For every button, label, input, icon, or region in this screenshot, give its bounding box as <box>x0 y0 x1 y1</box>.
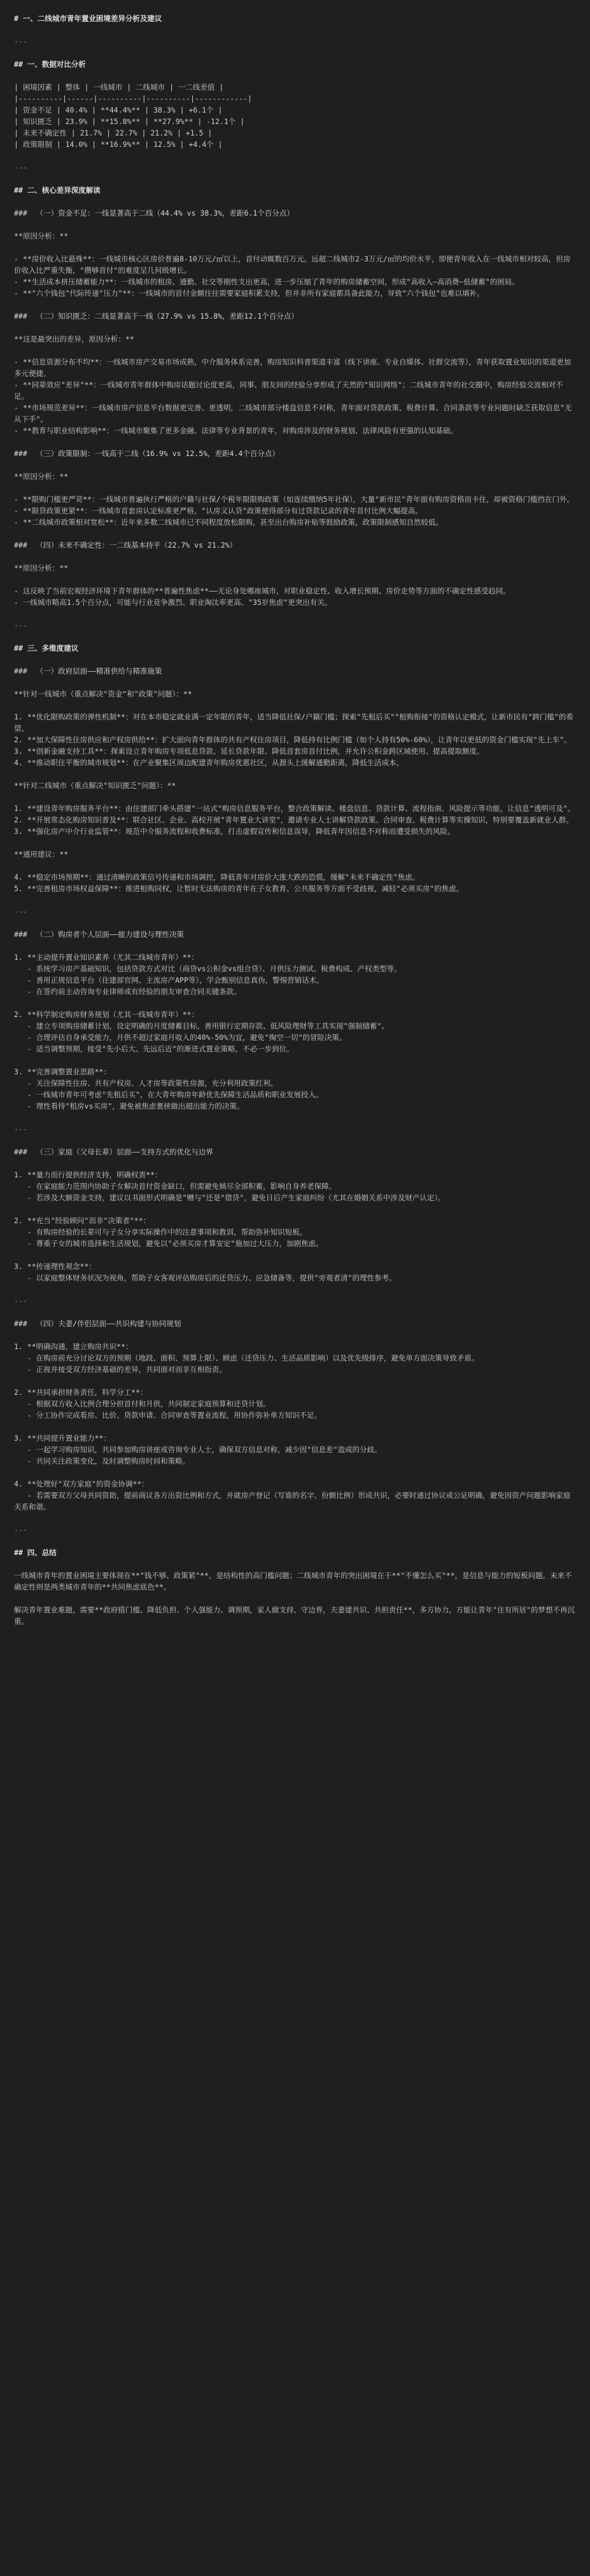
blank-line <box>14 47 576 59</box>
blank-line <box>14 551 576 562</box>
table-row: | 政策限制 | 14.0% | **16.9%** | 12.5% | +4.4个 | <box>14 140 223 149</box>
blank-line <box>14 1513 576 1524</box>
list-item: - **房价收入比悬殊**：一线城市核心区房价普遍8-10万元/㎡以上，首付动辄数百万元。远超二线城市2-3万元/㎡的均价水平，即便青年收入在一线城市相对较高，但房价收入比严重失衡，"攒够首付"的难度呈几何级增长。 <box>14 254 571 275</box>
blank-line <box>14 528 576 539</box>
text-line: **通用建议：** <box>14 850 69 859</box>
blank-line <box>14 940 576 952</box>
list-item: - 共同关注政策变化，及时调整购房时间和策略。 <box>14 1457 190 1465</box>
blank-line <box>14 196 576 207</box>
blank-line <box>14 1158 576 1169</box>
horizontal-rule: --- <box>14 163 27 172</box>
text-line: **这是最突出的差异，原因分析：** <box>14 335 134 343</box>
list-item: 2. **共同承担财务责任，科学分工**： <box>14 1388 148 1397</box>
blank-line <box>14 917 576 929</box>
list-item: 3. **共同提升置业能力**： <box>14 1434 111 1443</box>
blank-line <box>14 791 576 803</box>
text-line: **原因分析：** <box>14 472 69 481</box>
text-line: **针对二线城市（重点解决"知识匮乏"问题）：** <box>14 781 176 790</box>
list-item: 1. **建设青年购房服务平台**：由住建部门牵头搭建"一站式"购房信息服务平台，整合政策解读、楼盘信息、贷款计算、流程指南、风险提示等功能，让信息"透明可及"。 <box>14 804 575 813</box>
list-item: - 这反映了当前宏观经济环境下青年群体的**普遍性焦虑**——无论身处哪座城市，对职业稳定性、收入增长预期、房价走势等方面的不确定性感受趋同。 <box>14 586 510 595</box>
list-item: - 有购房经验的长辈可与子女分享实际操作中的注意事项和教训，帮助弥补知识短板。 <box>14 1228 307 1236</box>
horizontal-rule: --- <box>14 37 27 46</box>
blank-line <box>14 322 576 333</box>
list-item: - 一线城市略高1.5个百分点，可能与行业竞争激烈、职业淘汰率更高、"35岁焦虑"更突出有关。 <box>14 598 332 607</box>
list-item: - 在家庭能力范围内协助子女解决首付资金缺口，但需避免倾尽全部积蓄，影响自身养老保障。 <box>14 1182 337 1191</box>
subsection-heading: ### （四）未来不确定性：一二线基本持平（22.7% vs 21.2%） <box>14 541 237 550</box>
blank-line <box>14 608 576 620</box>
table-row: |----------|------|----------|----------|------------| <box>14 94 252 103</box>
section-heading: ## 二、核心差异深度解读 <box>14 186 101 195</box>
blank-line <box>14 299 576 310</box>
subsection-heading: ### （二）知识匮乏：二线显著高于一线（27.9% vs 15.8%，差距12.1个百分点） <box>14 312 299 321</box>
blank-line <box>14 997 576 1009</box>
list-item: - 合理评估自身承受能力，月供不超过家庭月收入的40%-50%为宜，避免"掏空一切"的冒险决策。 <box>14 1033 347 1042</box>
blank-line <box>14 1329 576 1341</box>
section-heading: ## 三、多维度建议 <box>14 644 79 653</box>
blank-line <box>14 242 576 253</box>
table-row: | 资金不足 | 40.4% | **44.4%** | 38.3% | +6.1个 | <box>14 106 223 114</box>
text-line: 一线城市青年的置业困境主要体现在**"钱不够、政策紧"**，是结构性的高门槛问题；二线城市青年的突出困境在于**"不懂怎么买"**，是信息与能力的短板问题。未来不确定性则是两类城市青年的**共同焦虑底色**。 <box>14 1571 572 1591</box>
list-item: - **信息资源分布不均**：一线城市房产交易市场成熟，中介服务体系完善，购房知识科普渠道丰富（线下讲座、专业自媒体、社群交流等），青年获取置业知识的渠道更加多元便捷。 <box>14 357 572 378</box>
blank-line <box>14 482 576 494</box>
list-item: - 分工协作完成看房、比价、贷款申请、合同审查等置业流程，用协作弥补单方知识不足。 <box>14 1411 322 1420</box>
blank-line <box>14 574 576 585</box>
list-item: - **市场规范差异**：一线城市房产信息平台数据更完善、更透明，二线城市部分楼盘信息不对称，青年面对贷款政策、税费计算、合同条款等专业问题时缺乏获取信息"无从下手"。 <box>14 403 572 424</box>
blank-line <box>14 1593 576 1604</box>
blank-line <box>14 436 576 448</box>
blank-line <box>14 1306 576 1318</box>
list-item: - 正视并接受双方经济基础的差异，共同面对而非互相指责。 <box>14 1365 227 1374</box>
list-item: 3. **创新金融支持工具**：探索设立青年购房专项低息贷款、延长贷款年限、降低首套房首付比例，并允许公积金跨区域使用、提高提取额度。 <box>14 747 484 756</box>
list-item: - **限购门槛更严苛**：一线城市普遍执行严格的户籍与社保/个税年限限购政策（如连续缴纳5年社保），大量"新市民"青年面有购房资格而卡住，却被资格门槛挡在门外。 <box>14 495 574 504</box>
subsection-heading: ### （三）政策限制：一线高于二线（16.9% vs 12.5%，差距4.4个百分点） <box>14 449 279 458</box>
horizontal-rule: --- <box>14 621 27 630</box>
list-item: 1. **量力而行提供经济支持，明确权责**： <box>14 1170 162 1179</box>
blank-line <box>14 1421 576 1432</box>
table-row: | 知识匮乏 | 23.9% | **15.8%** | **27.9%** | -12.1个 | <box>14 117 245 126</box>
list-item: 3. **强化房产中介行业监管**：规范中介服务流程和收费标准，打击虚假宣传和信息误导，降低青年因信息不对称而遭受损失的风险。 <box>14 827 455 836</box>
list-item: - 一线城市青年可考虑"先租后买"，在大青年购房年龄优先保障生活品质和职业发展投入。 <box>14 1090 323 1099</box>
list-item: - **"六个钱包"代际传递"压力"**：一线城市的首付金额往往需要家庭积累支持，但并非所有家庭都具备此能力，导致"六个钱包"也难以填补。 <box>14 289 484 298</box>
blank-line <box>14 768 576 780</box>
subsection-heading: ### （二）购房者个人层面——能力建设与理性决策 <box>14 930 184 939</box>
text-line: 解决青年置业难题，需要**政府搭门槛、降低负担、个人强能力、调预期，家人做支持、守边界，夫妻建共识、共担责任**，多方协力，方能让青年"住有所居"的梦想不再沉重。 <box>14 1605 575 1626</box>
text-line: **原因分析：** <box>14 232 69 240</box>
horizontal-rule: --- <box>14 1525 27 1534</box>
blank-line <box>14 677 576 688</box>
list-item: - **同辈效应"差异"**：一线城市青年群体中购房话题讨论度更高，同事、朋友间的经验分享形成了天然的"知识网络"；二线城市青年的社交圈中，购房经验交流相对不足。 <box>14 380 563 401</box>
blank-line <box>14 1112 576 1123</box>
list-item: - 建立专项购房储蓄计划，设定明确的月度储蓄目标，善用银行定期存款、低风险理财等工具实现"强制储蓄"。 <box>14 1021 389 1030</box>
list-item: - 关注保障性住房、共有产权房、人才房等政策性房源，充分利用政策红利。 <box>14 1079 278 1088</box>
blank-line <box>14 345 576 356</box>
blank-line <box>14 1467 576 1478</box>
blank-line <box>14 837 576 848</box>
text-line: **原因分析：** <box>14 564 69 572</box>
list-item: 3. **完善调整置业思路**： <box>14 1067 111 1076</box>
table-row: | 未来不确定性 | 21.7% | 22.7% | 21.2% | +1.5 | <box>14 128 213 137</box>
table-row: | 困境因素 | 整体 | 一线城市 | 二线城市 | 一二线差值 | <box>14 83 224 92</box>
subsection-heading: ### （一）政府层面——精准供给与精准施策 <box>14 667 162 675</box>
blank-line <box>14 1558 576 1570</box>
list-item: 3. **传递理性观念**： <box>14 1262 96 1271</box>
section-heading: ## 四、总结 <box>14 1548 57 1557</box>
list-item: 2. **开展常态化购房知识普及**：联合社区、企业、高校开展"青年置业大讲堂"，邀请专业人士讲解贷款政策、合同审查、税费计算等实操知识，特别要覆盖新就业人群。 <box>14 815 573 824</box>
section-heading: ## 一、数据对比分析 <box>14 60 86 69</box>
list-item: - 善用正规信息平台（住建部官网、主流房产APP等），学会甄别信息真伪，警惕营销话术。 <box>14 976 324 985</box>
blank-line <box>14 700 576 711</box>
horizontal-rule: --- <box>14 1296 27 1305</box>
text-line: **针对一线城市（重点解决"资金"和"政策"问题）：** <box>14 689 192 698</box>
list-item: - **限贷政策更紧**：一线城市首套房认定标准更严格，"认房又认贷"政策使得部分有过贷款记录的青年首付比例大幅提高。 <box>14 506 423 515</box>
list-item: 1. **优化限购政策的弹性机制**：对在本市稳定就业满一定年限的青年，适当降低社保/户籍门槛；探索"先租后买""租购衔接"的资格认定模式，让新市民有"跨门槛"的希望。 <box>14 712 573 733</box>
subsection-heading: ### （四）夫妻/伴侣层面——共识构建与协同规划 <box>14 1319 181 1328</box>
blank-line <box>14 219 576 230</box>
list-item: 1. **明确沟通，建立购房共识**： <box>14 1342 133 1351</box>
list-item: 4. **稳定市场预期**：通过清晰的政策信号传递和市场调控，降低青年对房价大涨大跌的恐慌，缓解"未来不确定性"焦虑。 <box>14 873 420 882</box>
blank-line <box>14 1249 576 1261</box>
list-item: - 系统学习房产基础知识，包括贷款方式对比（商贷vs公积金vs组合贷）、月供压力测试、税费构成、产权类型等。 <box>14 964 402 973</box>
list-item: - 以家庭整体财务状况为视角，帮助子女客观评估购房后的还贷压力、应急储备等，提供"旁观者清"的理性参考。 <box>14 1273 397 1282</box>
list-item: 2. **充当"经验顾问"而非"决策者"**： <box>14 1216 151 1225</box>
list-item: 4. **处理好"双方家庭"的资金协调**： <box>14 1479 149 1488</box>
blank-line <box>14 459 576 471</box>
horizontal-rule: --- <box>14 907 27 916</box>
list-item: - 在购房前充分讨论双方的预期（地段、面积、预算上限）、顾虑（还贷压力、生活品质影响）以及优先级排序，避免单方面决策导致矛盾。 <box>14 1354 479 1362</box>
blank-line <box>14 894 576 906</box>
blank-line <box>14 1203 576 1215</box>
blank-line <box>14 150 576 162</box>
list-item: - 尊重子女的城市选择和生活规划，避免以"必须买房才算安定"施加过大压力，加剧焦虑。 <box>14 1239 323 1248</box>
list-item: 5. **完善租房市场权益保障**：推进租购同权，让暂时无法购房的青年在子女教育、公共服务等方面不受歧视，减轻"必须买房"的焦虑。 <box>14 884 464 893</box>
blank-line <box>14 631 576 642</box>
list-item: - 根据双方收入比例合理分担首付和月供，共同制定家庭预算和还贷计划。 <box>14 1399 270 1408</box>
blank-line <box>14 1535 576 1547</box>
list-item: 1. **主动提升置业知识素养（尤其二线城市青年）**： <box>14 953 199 962</box>
blank-line <box>14 1135 576 1146</box>
list-item: 2. **科学制定购房财务规划（尤其一线城市青年）**： <box>14 1010 199 1019</box>
list-item: 4. **推动职住平衡的城市规划**：在产业聚集区周边配建青年购房优惠社区，从源头上缓解通勤距离，降低生活成本。 <box>14 758 404 767</box>
blank-line <box>14 860 576 871</box>
subsection-heading: ### （三）家庭（父母长辈）层面——支持方式的优化与边界 <box>14 1147 213 1156</box>
blank-line <box>14 24 576 36</box>
blank-line <box>14 654 576 665</box>
blank-line <box>14 173 576 184</box>
list-item: - 适当调整预期，接受"先小后大、先远后近"的渐进式置业策略，不必一步到位。 <box>14 1044 294 1053</box>
list-item: - 若涉及大额资金支持，建议以书面形式明确是"赠与"还是"借贷"，避免日后产生家庭纠纷（尤其在婚姻关系中涉及财产认定）。 <box>14 1193 446 1202</box>
list-item: 2. **加大保障性住房供应和产权房供给**：扩大面向青年群体的共有产权住房项目，降低持有比例门槛（如个人持有50%-60%），让青年以更低的资金门槛实现"先上车"。 <box>14 735 572 744</box>
list-item: - 理性看待"租房vs买房"，避免被焦虑裹挟做出超出能力的决策。 <box>14 1102 244 1111</box>
list-item: - 在签约前主动咨询专业律师或有经验的朋友审查合同关键条款。 <box>14 987 241 996</box>
list-item: - 若需要双方父母共同资助，提前商议各方出资比例和方式，并就房产登记（写谁的名字、份额比例）形成共识，必要时通过协议或公证明确，避免因资产问题影响家庭关系和谐。 <box>14 1491 571 1511</box>
list-item: - 一起学习购房知识，共同参加购房讲座或咨询专业人士，确保双方信息对称，减少因"信息差"造成的分歧。 <box>14 1445 382 1454</box>
list-item: - **教育与职业结构影响**：一线城市聚集了更多金融、法律等专业背景的青年，对购房涉及的财务规划、法律风险有更强的认知基础。 <box>14 426 458 435</box>
subsection-heading: ### （一）资金不足：一线显著高于二线（44.4% vs 38.3%，差距6.1个百分点） <box>14 209 294 218</box>
blank-line <box>14 1284 576 1295</box>
list-item: - **二线城市政策相对宽松**：近年来多数二线城市已不同程度放松限购，甚至出台购房补贴等鼓励政策，政策限制感知自然较低。 <box>14 518 444 527</box>
horizontal-rule: --- <box>14 1125 27 1133</box>
blank-line <box>14 70 576 81</box>
blank-line <box>14 1055 576 1066</box>
document-title: # 一、二线城市青年置业困境差异分析及建议 <box>14 14 162 23</box>
list-item: - **生活成本挤压储蓄能力**：一线城市的租房、通勤、社交等刚性支出更高，进一步压缩了青年的购房储蓄空间，形成"高收入—高消费—低储蓄"的困局。 <box>14 277 519 286</box>
blank-line <box>14 1375 576 1387</box>
